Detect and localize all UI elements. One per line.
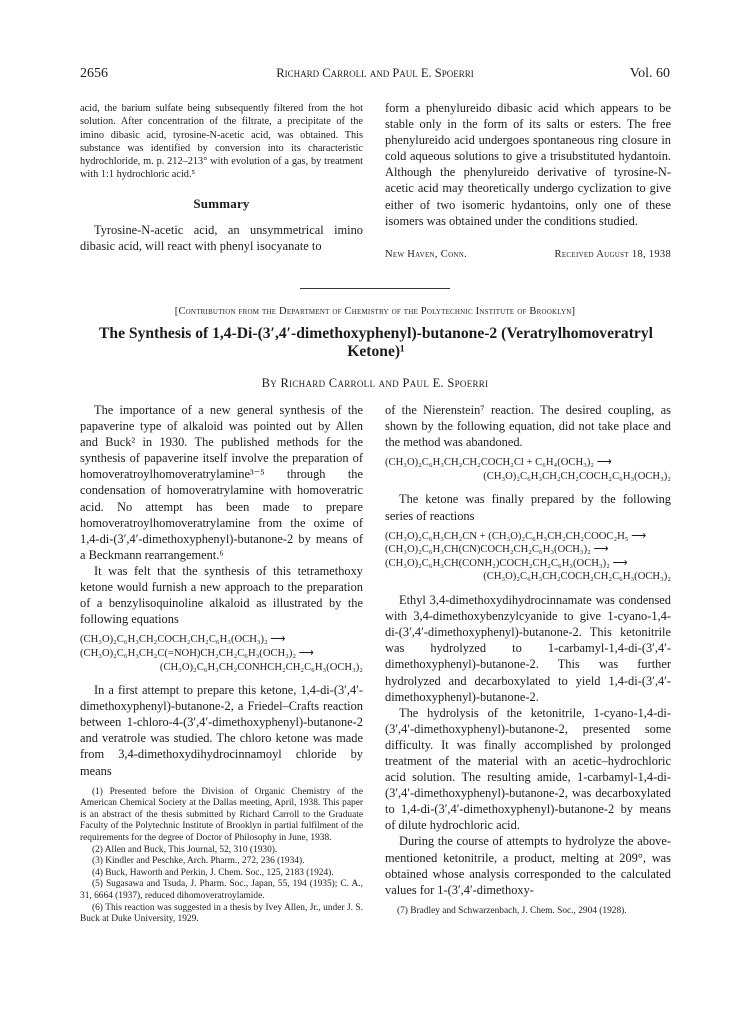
series-intro-paragraph: The ketone was finally prepared by the following series of reactions	[385, 492, 671, 523]
running-head-authors: Richard Carroll and Paul E. Spoerri	[276, 66, 474, 80]
equation-line: (CH₃O)₂C₆H₃CH₂COCH₂CH₂C₆H₃(OCH₃)₂ ⟶	[80, 634, 286, 646]
summary-continuation: form a phenylureido dibasic acid which appears to be stable only in the form of its salts or esters. The free phenylureido acid undergoes spontaneous ring closure in cold aqueous solutions to give a trisubstituted hydantoin. Although the phenylureido derivative of tyrosine-N-acetic acid may theoretically undergo cyclization to give either of two isomeric hydantoins, only one of these isomers was obtained under the conditions studied.	[385, 101, 671, 228]
hydrolysis-paragraph: The hydrolysis of the ketonitrile, 1-cyano-1,4-di-(3′,4′-dimethoxyphenyl)-butanone-2, presented some difficulty. It was finally accomplished by prolonged treatment of the material with an acetic–hydrochloric acid solution. The resulting amide, 1-carbamyl-1,4-di-(3′,4′-dimethoxyphenyl)-butanone-2, was decarboxylated to 1,4-di-(3′,4′-dimethoxyphenyl)-butanone-2 by means of dilute hydrochloric acid.	[385, 705, 671, 833]
condensation-paragraph: Ethyl 3,4-dimethoxydihydrocinnamate was condensed with 3,4-dimethoxybenzylcyanide to give 1-cyano-1,4-di-(3′,4′-dimethoxyphenyl)-butanone-2. This ketonitrile was hydrolyzed to 1-carbamyl-1,4-di-(3′,4′-dimethoxyphenyl)-butanone-2. This was further hydrolyzed and decarboxylated to yield 1,4-di-(3′,4′-dimethoxyphenyl)-butanone-2.	[385, 593, 671, 704]
friedel-crafts-paragraph: In a first attempt to prepare this ketone, 1,4-di-(3′,4′-dimethoxyphenyl)-butanone-2, a Friedel–Crafts reaction between 1-chloro-4-(3′,4′-dimethoxyphenyl)-butanone-2 and veratrole was studied. The chloro ketone was made from 3,4-dimethoxydihydrocinnamoyl chloride by means	[80, 683, 363, 778]
footnote: (5) Sugasawa and Tsuda, J. Pharm. Soc., Japan, 55, 194 (1935); C. A., 31, 6664 (1937), reduced dihomoveratroylamide.	[80, 879, 363, 901]
contribution-line: [Contribution from the Department of Chemistry of the Polytechnic Institute of Brooklyn]	[174, 306, 576, 317]
footnotes-block	[80, 787, 363, 926]
footnote: (2) Allen and Buck, This Journal, 52, 310 (1930).	[92, 844, 278, 855]
equation-line: (CH₃O)₂C₆H₃CH(CONH₂)COCH₂CH₂C₆H₃(OCH₃)₂ ⟶	[385, 557, 628, 569]
equation-line: (CH₃O)₂C₆H₃CH₂COCH₂CH₂C₆H₃(OCH₃)₂	[483, 571, 671, 583]
equation-line: (CH₃O)₂C₆H₃CH₂CN + (CH₃O)₂C₆H₃CH₂CH₂COOC₂H₅ ⟶	[385, 530, 647, 542]
equation-block-oxime	[80, 633, 363, 674]
running-head	[80, 66, 670, 84]
signoff-location: New Haven, Conn.	[385, 249, 468, 260]
equation-line: (CH₃O)₂C₆H₃CH₂CH₂COCH₂C₆H₃(OCH₃)₂	[483, 470, 671, 482]
article-divider	[300, 288, 450, 289]
footnote: (3) Kindler and Peschke, Arch. Pharm., 272, 236 (1934).	[92, 856, 305, 867]
nierenstein-paragraph: of the Nierenstein⁷ reaction. The desired coupling, as shown by the following equation, did not take place and the method was abandoned.	[385, 403, 671, 450]
footnote-7	[385, 906, 671, 918]
equation-line: (CH₃O)₂C₆H₃CH₂CH₂COCH₂Cl + C₆H₄(OCH₃)₂ ⟶	[385, 457, 612, 469]
previous-article-right-column	[385, 100, 671, 229]
intro-paragraph: The importance of a new general synthesis of the papaverine type of alkaloid was pointed out by Allen and Buck² in 1930. The published methods for the synthesis of papaverine itself involve the preparation of homoveratroylhomoveratrylamine³⁻⁵ through the condensation of homoveratrylamine with homoveratric acid. No attempt has been made to prepare homoveratroylhomoveratrylamine from the oxime of 1,4-di-(3′,4′-dimethoxyphenyl)-butanone-2 by means of a Beckmann rearrangement.⁶	[80, 403, 363, 562]
signoff-received-date: Received August 18, 1938	[554, 249, 671, 260]
footnote: (6) This reaction was suggested in a thesis by Ivey Allen, Jr., under J. S. Buck at Duke University, 1929.	[80, 902, 363, 925]
volume-label: Vol. 60	[629, 66, 670, 81]
article-signoff	[385, 249, 671, 263]
footnote: (7) Bradley and Schwarzenbach, J. Chem. Soc., 2904 (1928).	[397, 905, 627, 916]
byproduct-paragraph: During the course of attempts to hydrolyze the above-mentioned ketonitrile, a product, melting at 209°, was obtained whose analysis corresponded to the calculated values for 1-(3′,4′-dimethoxy-	[385, 834, 671, 897]
page-number: 2656	[80, 66, 108, 81]
equation-block-coupling	[385, 456, 671, 483]
footnote: (4) Buck, Haworth and Perkin, J. Chem. Soc., 125, 2183 (1924).	[92, 867, 334, 878]
equation-line: (CH₃O)₂C₆H₃CH₂C(=NOH)CH₂CH₂C₆H₃(OCH₃)₂ ⟶	[80, 647, 314, 659]
article-right-column	[385, 402, 671, 917]
previous-article-experimental-text: acid, the barium sulfate being subsequently filtered from the hot solution. After concentration of the filtrate, a precipitate of the imino dibasic acid, tyrosine-N-acetic acid, was obtained. This substance was identified by conversion into its characteristic hydrochloride, m. p. 212–213° with evolution of a gas, by treatment with 1:1 hydrochloric acid.⁵	[80, 103, 363, 181]
approach-paragraph: It was felt that the synthesis of this tetramethoxy ketone would furnish a new approach to the preparation of a benzylisoquinoline alkaloid as illustrated by the following equations	[80, 563, 363, 627]
previous-article-left-column	[80, 102, 363, 254]
article-byline: By Richard Carroll and Paul E. Spoerri	[261, 376, 489, 390]
article-title: The Synthesis of 1,4-Di-(3′,4′-dimethoxyphenyl)-butanone-2 (Veratrylhomoveratryl Ketone)¹	[99, 325, 653, 360]
footnote: (1) Presented before the Division of Organic Chemistry of the American Chemical Society at the Dallas meeting, April, 1938. This paper is an abstract of the thesis submitted by Richard Carroll to the Graduate Faculty of the Polytechnic Institute of Brooklyn in partial fulfilment of the requirements for the degree of Doctor of Philosophy in June, 1938.	[80, 786, 363, 844]
equation-line: (CH₃O)₂C₆H₃CH₂CONHCH₂CH₂C₆H₃(OCH₃)₂	[159, 661, 363, 673]
equation-block-series	[385, 530, 671, 584]
article-left-column	[80, 402, 363, 926]
summary-heading: Summary	[193, 195, 250, 211]
summary-text: Tyrosine-N-acetic acid, an unsymmetrical imino dibasic acid, will react with phenyl isocyanate to	[80, 222, 363, 253]
equation-line: (CH₃O)₂C₆H₃CH(CN)COCH₂CH₂C₆H₃(OCH₃)₂ ⟶	[385, 544, 609, 556]
